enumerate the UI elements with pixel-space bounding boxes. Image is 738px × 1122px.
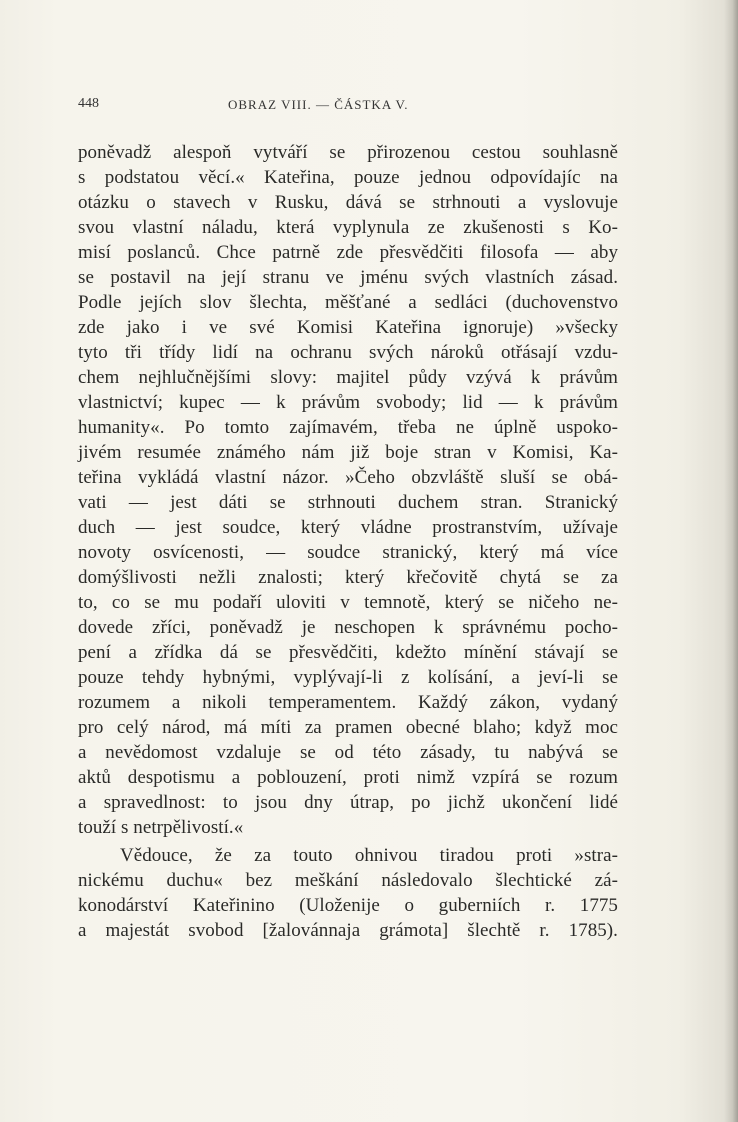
page-header	[78, 96, 618, 118]
text-line: vlastnictví; kupec — k právům svobody; lid — k právům	[78, 392, 618, 413]
text-line: domýšlivosti nežli znalosti; který křečovitě chytá se za	[78, 567, 618, 588]
text-line: to, co se mu podaří uloviti v temnotě, který se ničeho ne-	[78, 592, 618, 613]
text-line: duch — jest soudce, který vládne prostranstvím, užívaje	[78, 517, 618, 538]
text-line: Podle jejích slov šlechta, měšťané a sedláci (duchovenstvo	[78, 292, 618, 313]
paragraph-start-line: Vědouce, že za touto ohnivou tiradou proti »stra-	[120, 845, 618, 866]
running-head: OBRAZ VIII. — ČÁSTKA V.	[228, 97, 409, 112]
text-line: tyto tři třídy lidí na ochranu svých nároků otřásají vzdu-	[78, 342, 618, 363]
text-line: a majestát svobod [žalovánnaja grámota] šlechtě r. 1785).	[78, 920, 618, 941]
text-line: jivém resumée známého nám již boje stran v Komisi, Ka-	[78, 442, 618, 463]
paragraph-end-line: touží s netrpělivostí.«	[78, 817, 244, 838]
text-line: rozumem a nikoli temperamentem. Každý zákon, vydaný	[78, 692, 618, 713]
text-line: otázku o stavech v Rusku, dává se strhnouti a vyslovuje	[78, 192, 618, 213]
text-line: konodárství Kateřinino (Uloženije o guberniích r. 1775	[78, 895, 618, 916]
text-line: a nevědomost vzdaluje se od této zásady, tu nabývá se	[78, 742, 618, 763]
text-line: aktů despotismu a poblouzení, proti nimž vzpírá se rozum	[78, 767, 618, 788]
text-line: pouze tehdy hybnými, vyplývají-li z kolísání, a jeví-li se	[78, 667, 618, 688]
text-line: svou vlastní náladu, která vyplynula ze zkušenosti s Ko-	[78, 217, 618, 238]
page-binding-shadow	[724, 0, 738, 1122]
text-line: novoty osvícenosti, — soudce stranický, který má více	[78, 542, 618, 563]
text-line: nickému duchu« bez meškání následovalo šlechtické zá-	[78, 870, 618, 891]
text-line: s podstatou věcí.« Kateřina, pouze jednou odpovídajíc na	[78, 167, 618, 188]
text-line: vati — jest dáti se strhnouti duchem stran. Stranický	[78, 492, 618, 513]
text-line: zde jako i ve své Komisi Kateřina ignoruje) »všecky	[78, 317, 618, 338]
text-line: misí poslanců. Chce patrně zde přesvědčiti filosofa — aby	[78, 242, 618, 263]
text-line: pení a zřídka dá se přesvědčiti, kdežto mínění stávají se	[78, 642, 618, 663]
text-line: pro celý národ, má míti za pramen obecné blaho; když moc	[78, 717, 618, 738]
body-text	[78, 140, 618, 943]
text-line: poněvadž alespoň vytváří se přirozenou cestou souhlasně	[78, 142, 618, 163]
text-line: a spravedlnost: to jsou dny útrap, po jichž ukončení lidé	[78, 792, 618, 813]
text-line: se postavil na její stranu ve jménu svých vlastních zásad.	[78, 267, 618, 288]
page-number: 448	[78, 96, 99, 111]
text-line: dovede zříci, poněvadž je neschopen k správnému pocho-	[78, 617, 618, 638]
text-line: chem nejhlučnějšími slovy: majitel půdy vzývá k právům	[78, 367, 618, 388]
text-line: humanity«. Po tomto zajímavém, třeba ne úplně uspoko-	[78, 417, 618, 438]
text-line: teřina vykládá vlastní názor. »Čeho obzvláště sluší se obá-	[78, 467, 618, 488]
